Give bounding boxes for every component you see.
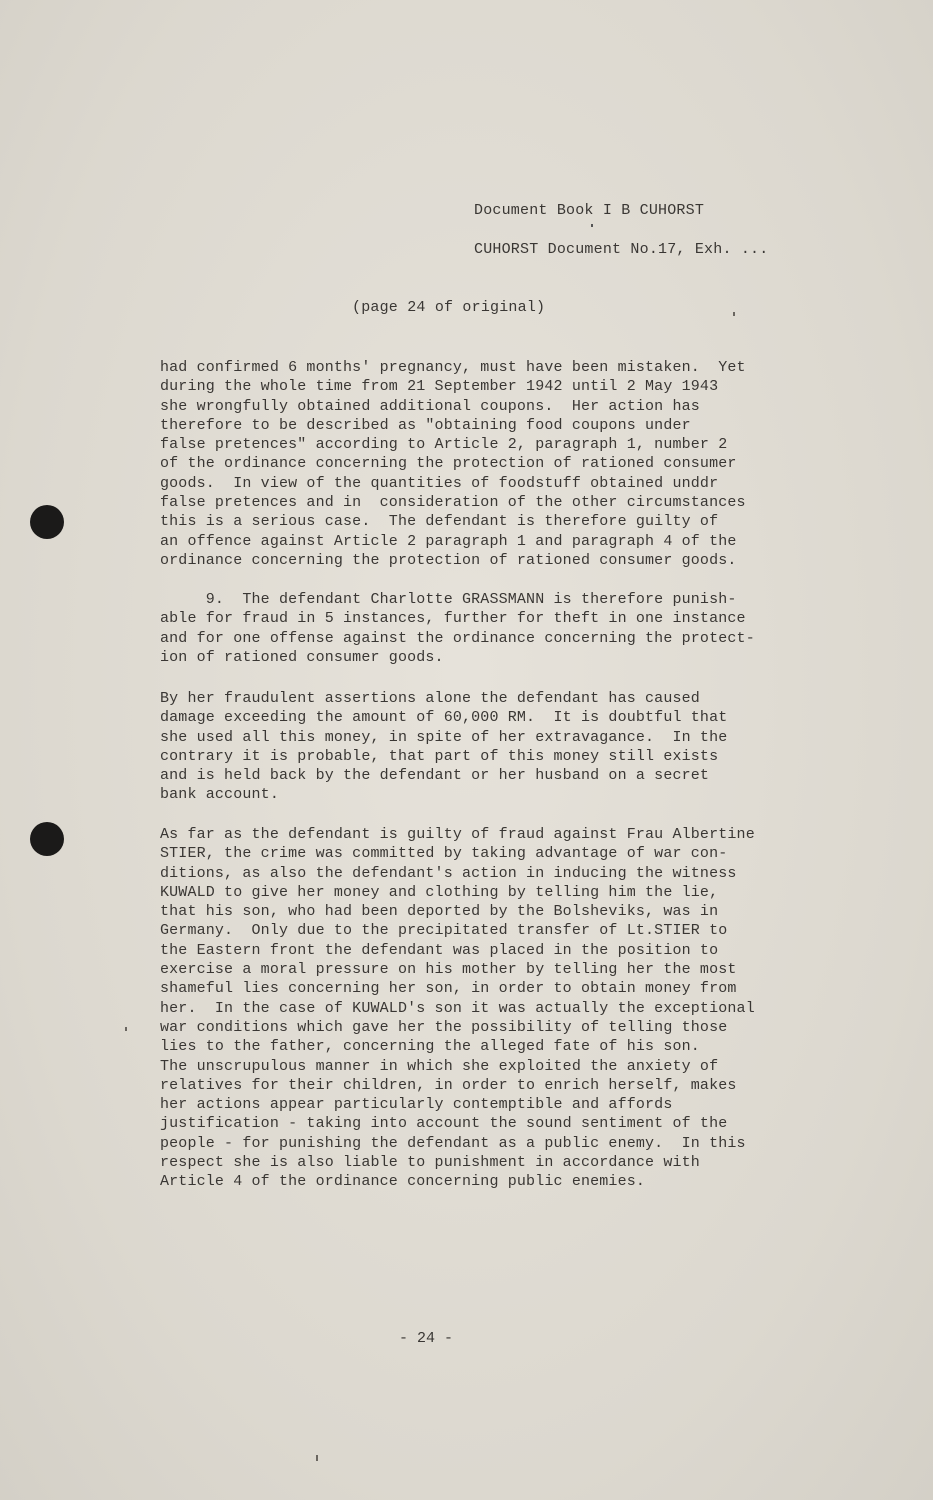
paragraph-4 [160,825,800,1192]
ink-mark [733,312,735,316]
ink-mark [316,1455,318,1461]
text-line: contrary it is probable, that part of this money still exists [160,747,719,765]
text-line: of the ordinance concerning the protection of rationed consumer [160,455,737,473]
text-line: relatives for their children, in order to enrich herself, makes [160,1076,737,1094]
text-line: The unscrupulous manner in which she exploited the anxiety of [160,1057,719,1075]
text-line: As far as the defendant is guilty of fraud against Frau Albertine [160,826,755,843]
text-line: war conditions which gave her the possibility of telling those [160,1018,728,1036]
paragraph-1 [160,358,800,570]
page-number: - 24 - [399,1330,454,1347]
text-line: therefore to be described as "obtaining food coupons under [160,416,691,434]
text-line: her actions appear particularly contemptible and affords [160,1096,673,1114]
paragraph-2 [160,590,800,667]
text-line: justification - taking into account the sound sentiment of the [160,1115,728,1133]
text-line: had confirmed 6 months' pregnancy, must have been mistaken. Yet [160,359,746,376]
text-line: during the whole time from 21 September 1942 until 2 May 1943 [160,378,719,396]
text-line: Article 4 of the ordinance concerning public enemies. [160,1173,646,1191]
text-line: respect she is also liable to punishment in accordance with [160,1154,700,1172]
text-line: her. In the case of KUWALD's son it was actually the exceptional [160,999,755,1017]
document-number-label: CUHORST Document No.17, Exh. ... [474,241,769,258]
ink-mark [125,1027,127,1031]
text-line: goods. In view of the quantities of foodstuff obtained unddr [160,474,719,492]
text-line: this is a serious case. The defendant is therefore guilty of [160,513,719,531]
text-line: By her fraudulent assertions alone the defendant has caused [160,690,700,707]
text-line: ditions, as also the defendant's action in inducing the witness [160,864,737,882]
text-line: ordinance concerning the protection of rationed consumer goods. [160,551,737,569]
text-line: able for fraud in 5 instances, further for theft in one instance [160,610,746,628]
text-line: STIER, the crime was committed by taking advantage of war con- [160,845,728,863]
text-line: that his son, who had been deported by the Bolsheviks, was in [160,903,719,921]
punch-hole [30,822,64,856]
text-line: 9. The defendant Charlotte GRASSMANN is therefore punish- [160,591,737,608]
text-line: damage exceeding the amount of 60,000 RM. It is doubtful that [160,709,728,727]
text-line: and for one offense against the ordinance concerning the protect- [160,629,755,647]
text-line: an offence against Article 2 paragraph 1 and paragraph 4 of the [160,532,737,550]
text-line: and is held back by the defendant or her husband on a secret [160,767,710,785]
text-line: false pretences and in consideration of the other circumstances [160,494,746,512]
text-line: she wrongfully obtained additional coupons. Her action has [160,397,700,415]
text-line: ion of rationed consumer goods. [160,648,444,666]
original-page-reference: (page 24 of original) [352,299,546,316]
text-line: bank account. [160,786,279,804]
text-line: she used all this money, in spite of her extravagance. In the [160,728,728,746]
text-line: false pretences" according to Article 2, paragraph 1, number 2 [160,436,728,454]
punch-hole [30,505,64,539]
text-line: Germany. Only due to the precipitated transfer of Lt.STIER to [160,922,728,940]
text-line: KUWALD to give her money and clothing by telling him the lie, [160,883,719,901]
text-line: the Eastern front the defendant was placed in the position to [160,941,719,959]
text-line: people - for punishing the defendant as a public enemy. In this [160,1134,746,1152]
ink-mark [591,224,593,227]
text-line: exercise a moral pressure on his mother by telling her the most [160,961,737,979]
paragraph-3 [160,689,800,805]
text-line: shameful lies concerning her son, in order to obtain money from [160,980,737,998]
text-line: lies to the father, concerning the alleged fate of his son. [160,1038,700,1056]
document-book-label: Document Book I B CUHORST [474,202,705,219]
